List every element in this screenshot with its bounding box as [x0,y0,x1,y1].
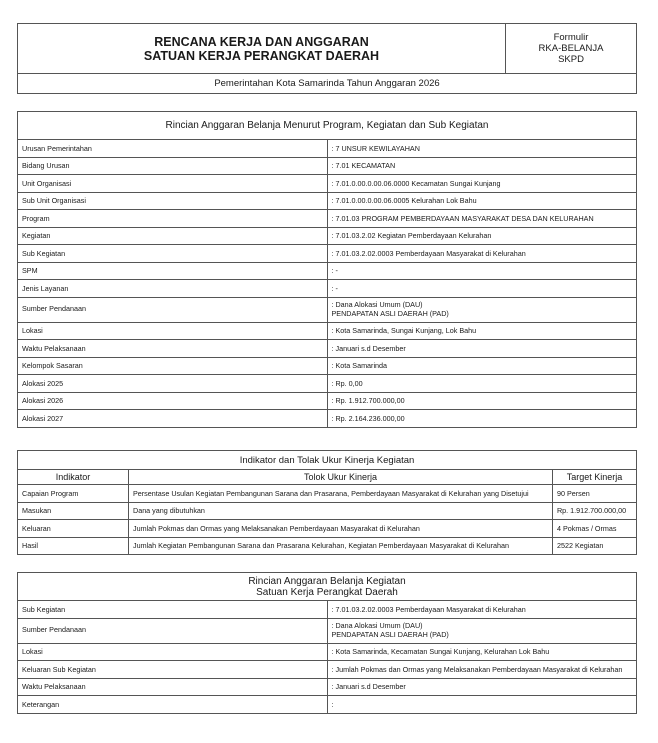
indicator-cell-indikator: Masukan [18,502,129,520]
table-row [18,340,637,358]
table-row [18,280,637,298]
row-value: : [327,696,637,714]
row-value: : Jumlah Pokmas dan Ormas yang Melaksanakan Pemberdayaan Masyarakat di Kelurahan [327,661,637,679]
indicator-col-header: Indikator [18,470,129,485]
row-label: Bidang Urusan [18,157,328,175]
row-value: : Kota Samarinda, Kecamatan Sungai Kunjang, Kelurahan Lok Bahu [327,643,637,661]
indicator-section [17,450,637,555]
header-title-line2: SATUAN KERJA PERANGKAT DAERAH [143,48,380,63]
detail-section-title [18,573,637,601]
program-section-title: Rincian Anggaran Belanja Menurut Program, Kegiatan dan Sub Kegiatan [18,112,637,140]
table-row [18,245,637,263]
table-row [18,262,637,280]
sumber-value-1: : Dana Alokasi Umum (DAU) [331,621,423,630]
row-label: Urusan Pemerintahan [18,140,328,158]
row-label: Alokasi 2027 [18,410,328,428]
indicator-cell-indikator: Keluaran [18,520,129,538]
header-title [18,24,506,74]
row-value: : Rp. 0,00 [327,375,637,393]
row-value: : 7.01.03.2.02.0003 Pemberdayaan Masyarakat di Kelurahan [327,245,637,263]
table-row [18,643,637,661]
sumber-value-2: PENDAPATAN ASLI DAERAH (PAD) [331,629,449,639]
table-row [18,227,637,245]
row-value: : Rp. 1.912.700.000,00 [327,392,637,410]
document-header [17,23,637,94]
table-row [18,696,637,714]
row-label: Keluaran Sub Kegiatan [18,661,328,679]
document-subtitle: Pemerintahan Kota Samarinda Tahun Anggaran 2026 [18,74,637,94]
table-row [18,601,637,619]
indicator-row [18,502,637,520]
row-value: : - [327,280,637,298]
row-label: Waktu Pelaksanaan [18,340,328,358]
row-label: Kelompok Sasaran [18,357,328,375]
row-value: : Kota Samarinda [327,357,637,375]
table-row [18,322,637,340]
indicator-cell-target: Rp. 1.912.700.000,00 [552,502,636,520]
program-section [17,111,637,428]
indicator-cell-tolok: Dana yang dibutuhkan [129,502,553,520]
row-label: Keterangan [18,696,328,714]
row-label: Alokasi 2025 [18,375,328,393]
row-label: Waktu Pelaksanaan [18,678,328,696]
form-code-line2: RKA-BELANJA [538,43,604,54]
table-row [18,678,637,696]
row-value: : 7.01.0.00.0.00.06.0000 Kecamatan Sungai Kunjang [327,175,637,193]
indicator-cell-tolok: Jumlah Kegiatan Pembangunan Sarana dan Prasarana Kelurahan, Kegiatan Pemberdayaan Masyarakat di Kelurahan [129,537,553,555]
form-code-line3: SKPD [558,54,584,65]
indicator-cell-target: 4 Pokmas / Ormas [552,520,636,538]
row-value [327,297,637,322]
row-label: Program [18,210,328,228]
row-value: : Januari s.d Desember [327,678,637,696]
table-row-sumber [18,618,637,643]
row-value: : 7.01.03.2.02.0003 Pemberdayaan Masyarakat di Kelurahan [327,601,637,619]
indicator-cell-indikator: Hasil [18,537,129,555]
form-label: Formulir [553,32,589,43]
indicator-cell-target: 2522 Kegiatan [552,537,636,555]
table-row [18,392,637,410]
row-label: Kegiatan [18,227,328,245]
table-row [18,410,637,428]
indicator-section-title: Indikator dan Tolak Ukur Kinerja Kegiatan [18,451,637,470]
indicator-row [18,520,637,538]
row-label: Sub Unit Organisasi [18,192,328,210]
row-value [327,618,637,643]
row-label: Sumber Pendanaan [18,297,328,322]
row-label: SPM [18,262,328,280]
indicator-row [18,537,637,555]
table-row-sumber [18,297,637,322]
indicator-cell-tolok: Persentase Usulan Kegiatan Pembangunan Sarana dan Prasarana, Pemberdayaan Masyarakat di Kelurahan yang Disetujui [129,485,553,503]
form-code [506,24,637,74]
row-value: : Januari s.d Desember [327,340,637,358]
row-value: : Kota Samarinda, Sungai Kunjang, Lok Bahu [327,322,637,340]
indicator-cell-tolok: Jumlah Pokmas dan Ormas yang Melaksanakan Pemberdayaan Masyarakat di Kelurahan [129,520,553,538]
row-value: : 7.01.03 PROGRAM PEMBERDAYAAN MASYARAKAT DESA DAN KELURAHAN [327,210,637,228]
row-value: : 7.01.03.2.02 Kegiatan Pemberdayaan Kelurahan [327,227,637,245]
row-value: : - [327,262,637,280]
detail-section [17,572,637,714]
row-value: : 7.01 KECAMATAN [327,157,637,175]
table-row [18,375,637,393]
indicator-header-row [18,470,637,485]
indicator-cell-target: 90 Persen [552,485,636,503]
table-row [18,661,637,679]
row-label: Sumber Pendanaan [18,618,328,643]
row-label: Sub Kegiatan [18,245,328,263]
detail-title-line1: Rincian Anggaran Belanja Kegiatan [248,575,406,587]
table-row [18,210,637,228]
sumber-value-1: : Dana Alokasi Umum (DAU) [331,300,423,309]
row-value: : Rp. 2.164.236.000,00 [327,410,637,428]
table-row [18,192,637,210]
row-label: Unit Organisasi [18,175,328,193]
row-value: : 7.01.0.00.0.00.06.0005 Kelurahan Lok Bahu [327,192,637,210]
row-label: Lokasi [18,643,328,661]
row-label: Jenis Layanan [18,280,328,298]
target-col-header: Target Kinerja [552,470,636,485]
row-value: : 7 UNSUR KEWILAYAHAN [327,140,637,158]
header-title-line1: RENCANA KERJA DAN ANGGARAN [154,34,369,49]
tolok-col-header: Tolok Ukur Kinerja [129,470,553,485]
table-row [18,157,637,175]
row-label: Lokasi [18,322,328,340]
table-row [18,357,637,375]
indicator-row [18,485,637,503]
row-label: Alokasi 2026 [18,392,328,410]
sumber-value-2: PENDAPATAN ASLI DAERAH (PAD) [331,308,449,318]
detail-title-line2: Satuan Kerja Perangkat Daerah [256,586,398,598]
table-row [18,140,637,158]
row-label: Sub Kegiatan [18,601,328,619]
table-row [18,175,637,193]
indicator-cell-indikator: Capaian Program [18,485,129,503]
